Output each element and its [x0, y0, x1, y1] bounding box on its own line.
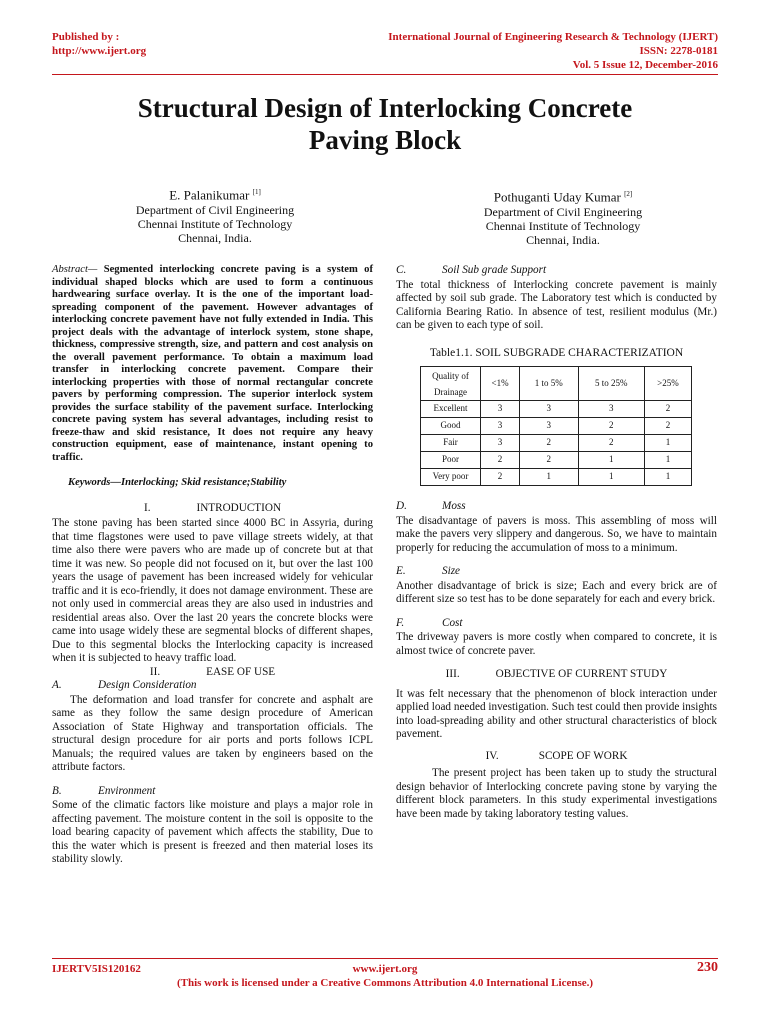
- subsection-moss: D. Moss: [396, 500, 466, 512]
- table-header-cell: Quality of Drainage: [421, 367, 481, 401]
- subsection-environment: B. Environment: [52, 784, 156, 797]
- issn: ISSN: 2278-0181: [639, 45, 718, 57]
- publisher-website-link[interactable]: http://www.ijert.org: [52, 45, 147, 57]
- table-cell: 3: [520, 418, 578, 435]
- size-text: Another disadvantage of brick is size; Each and every brick are of different size so test has to be done separately for each and every brick.: [396, 579, 717, 605]
- page-number: 230: [697, 960, 718, 975]
- volume-issue: Vol. 5 Issue 12, December-2016: [572, 59, 718, 71]
- abstract-text: Segmented interlocking concrete paving is a system of individual shaped blocks which are used to form a continuous hardwearing surface overlay. It is the one of the important load-spreading component of the pavement. However advantages of interlocking concrete pavement have not fully extended in India. This project deals with the advantage of interlock system, stone shape, thickness, compressive strength, size, and pattern and cost analysis on the overall pavement performance. To obtain a maximum load transfer in interlocking concrete pavement. Compare their interlocking properties with those of normal rectangular concrete pavers by performing compression. The superior interlock system provides the surface stability of the pavement surface. Interlocking concrete paving system has several advantages, including resist to freeze-thaw and skid resistance, It does not require any heavy construction equipment, ease of maintenance, instant opening to traffic.: [52, 264, 373, 463]
- author-dept: Department of Civil Engineering: [135, 203, 295, 218]
- table-cell: 2: [481, 469, 520, 486]
- table-cell: 1: [578, 452, 644, 469]
- table-cell: Poor: [421, 452, 481, 469]
- table-header-cell: <1%: [481, 367, 520, 401]
- author-inst: Chennai Institute of Technology: [485, 219, 641, 234]
- table-cell: Good: [421, 418, 481, 435]
- author-city: Chennai, India.: [526, 233, 600, 248]
- journal-info-block: [388, 30, 718, 72]
- subsection-design-consideration: A. Design Consideration: [52, 679, 197, 691]
- table-header-cell: 5 to 25%: [578, 367, 644, 401]
- section-heading-scope: IV. SCOPE OF WORK: [485, 749, 628, 762]
- table-cell: 2: [520, 452, 578, 469]
- table-cell: 3: [481, 418, 520, 435]
- published-by-label: Published by :: [52, 31, 120, 43]
- author-name: Pothuganti Uday Kumar [2]: [493, 189, 633, 205]
- left-column: [52, 264, 373, 867]
- section-heading-introduction: I. INTRODUCTION: [143, 501, 282, 514]
- table-cell: 1: [644, 452, 691, 469]
- table-caption: Table1.1. SOIL SUBGRADE CHARACTERIZATION: [429, 346, 684, 359]
- scope-text: The present project has been taken up to study the structural design behavior of Interlocking concrete paving stone by varying the different block parameters. In this study experimental investigations have been made by taking laboratory testing values.: [396, 767, 717, 820]
- right-column: [396, 264, 717, 821]
- environment-text: Some of the climatic factors like moisture and plays a major role in affecting pavement. The moisture content in the soil is opposite to the load bearing capacity of pavement which affects the stability, Due to this the water which is present is freezed and then material loses its stability slowly.: [52, 799, 373, 865]
- table-cell: 3: [481, 435, 520, 452]
- table-cell: 3: [481, 401, 520, 418]
- design-consideration-text: The deformation and load transfer for concrete and asphalt are same as they follow the same design procedure of American Association of State Highway and transportation officials. The structural design procedure for air ports and ports follows ICPL Manuals; the required values are taken by engineers based on the attribute factors.: [52, 693, 373, 773]
- soil-subgrade-table: [420, 366, 692, 486]
- title-line-2: Paving Block: [308, 125, 462, 155]
- table-header-row: [421, 367, 692, 401]
- objective-text: It was felt necessary that the phenomenon of block interaction under applied load needed investigation. Such test could then provide insights into load-spreading ability and other structural characteristics of block pavement.: [396, 687, 717, 740]
- introduction-text: The stone paving has been started since 4000 BC in Assyria, during that time flagstones were used to pave village streets widely, at that time also there were pavers who are made up of concrete but at that time it was new. So people did not focused on it, but over the last 100 years the usage of pavement has been increased widely for vehicular traffic and it is eco-friendly, it does not damage environment. These are not only used in commercial areas they are also used in industries and residential areas also. Over the last 20 years the concrete blocks were came into usage widely these are segmental blocks of different shapes, Due to this segmental blocks the Interlocking capacity is increased when it is subjected to heavy traffic load.: [52, 517, 373, 664]
- table-cell: 2: [644, 401, 691, 418]
- table-cell: 1: [520, 469, 578, 486]
- table-row: [421, 435, 692, 452]
- author-name: E. Palanikumar [1]: [169, 187, 261, 203]
- table-row: [421, 401, 692, 418]
- header-divider: [52, 74, 718, 75]
- table-header-cell: >25%: [644, 367, 691, 401]
- author-1: [80, 184, 350, 245]
- moss-text: The disadvantage of pavers is moss. This assembling of moss will make the pavers very slippery and dangerous. So, we have to maintain properly for reducing the accumulation of moss to a minimum.: [396, 514, 717, 554]
- author-inst: Chennai Institute of Technology: [137, 217, 293, 232]
- footer-website-link[interactable]: www.ijert.org: [352, 963, 418, 975]
- table-cell: Fair: [421, 435, 481, 452]
- soil-subgrade-text: The total thickness of Interlocking concrete pavement is mainly affected by soil sub grade. The Laboratory test which is conducted by California Bearing Ratio. In absence of test, resilient modulus (Mr.) can be given to each type of soil.: [396, 278, 717, 331]
- table-row: [421, 418, 692, 435]
- table-cell: 1: [644, 435, 691, 452]
- subsection-cost: F. Cost: [396, 616, 463, 629]
- table-cell: 2: [520, 435, 578, 452]
- license-notice: (This work is licensed under a Creative Commons Attribution 4.0 International License.): [176, 977, 594, 989]
- table-cell: 2: [481, 452, 520, 469]
- table-cell: 2: [578, 418, 644, 435]
- table-row: [421, 469, 692, 486]
- footer-divider: [52, 958, 718, 959]
- section-heading-objective: III. OBJECTIVE OF CURRENT STUDY: [445, 668, 668, 680]
- table-cell: Excellent: [421, 401, 481, 418]
- table-cell: 1: [578, 469, 644, 486]
- table-header-cell: 1 to 5%: [520, 367, 578, 401]
- table-cell: 2: [644, 418, 691, 435]
- keywords: Keywords—Interlocking; Skid resistance;Stability: [68, 477, 287, 488]
- title-line-1: Structural Design of Interlocking Concrete: [137, 93, 633, 123]
- paper-title: [52, 92, 718, 156]
- abstract: [52, 264, 373, 464]
- paper-id: IJERTV5IS120162: [52, 963, 141, 975]
- author-2: [418, 186, 708, 247]
- author-city: Chennai, India.: [178, 231, 252, 246]
- publisher-block: [52, 30, 146, 58]
- section-heading-ease-of-use: II. EASE OF USE: [149, 665, 276, 678]
- subsection-soil-subgrade: C. Soil Sub grade Support: [396, 264, 547, 276]
- journal-name: International Journal of Engineering Research & Technology (IJERT): [388, 31, 718, 43]
- cost-text: The driveway pavers is more costly when compared to concrete, it is almost twice of concrete paver.: [396, 631, 717, 657]
- subsection-size: E. Size: [396, 565, 461, 577]
- table-cell: 3: [520, 401, 578, 418]
- table-cell: 3: [578, 401, 644, 418]
- abstract-label: Abstract—: [52, 264, 98, 275]
- author-dept: Department of Civil Engineering: [483, 205, 643, 220]
- table-row: [421, 452, 692, 469]
- table-cell: Very poor: [421, 469, 481, 486]
- table-cell: 1: [644, 469, 691, 486]
- table-cell: 2: [578, 435, 644, 452]
